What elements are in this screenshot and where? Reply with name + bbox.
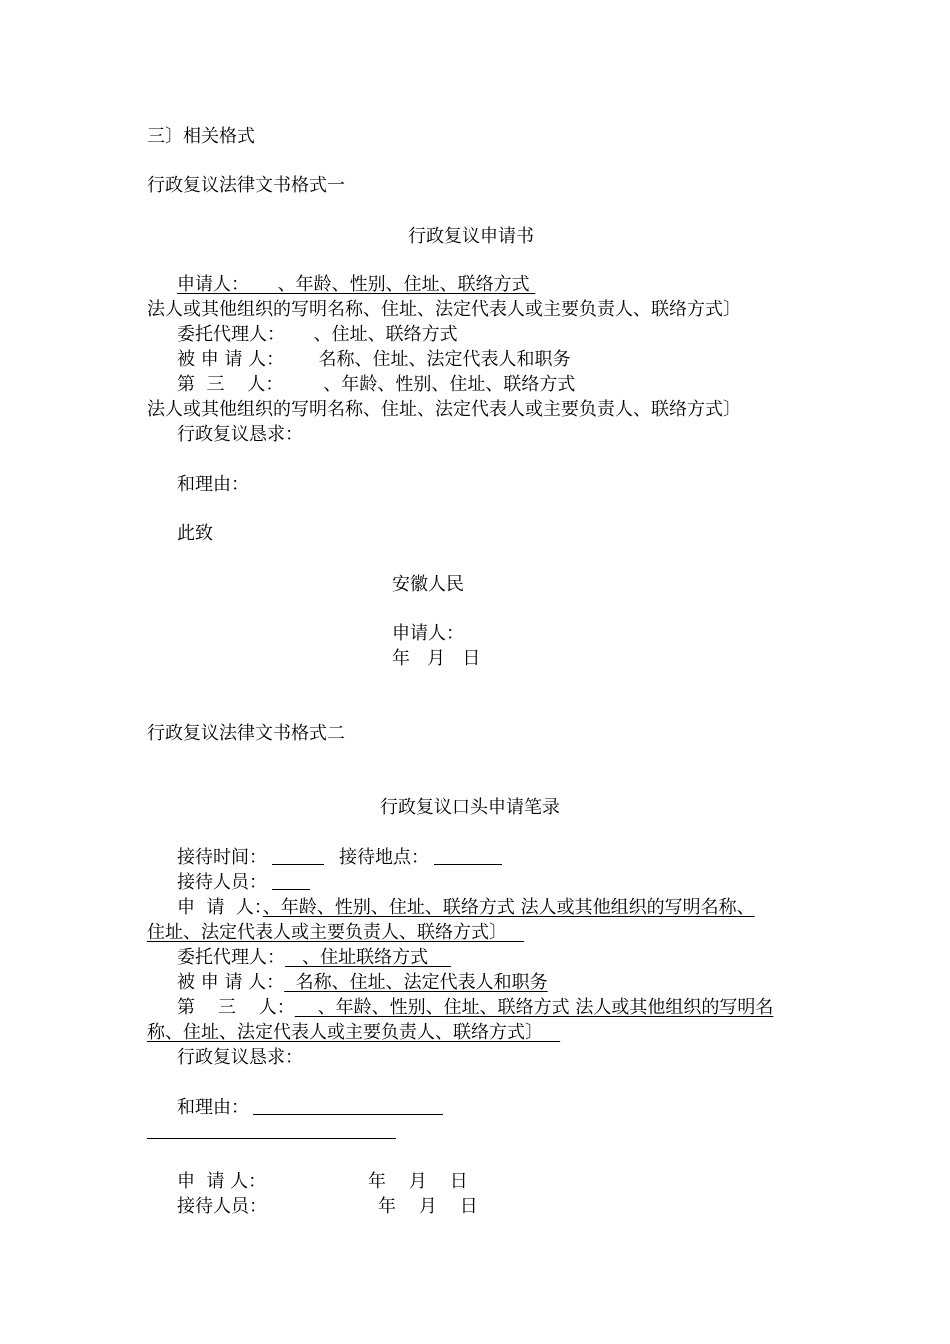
format1-reason: 和理由： bbox=[177, 474, 249, 495]
format2-title: 行政复议口头申请笔录 bbox=[380, 797, 560, 818]
reception-place-blank bbox=[434, 864, 502, 865]
format1-agent: 委托代理人： 、住址、联络方式 bbox=[177, 324, 458, 345]
format1-third-party: 第 三 人： 、年龄、性别、住址、联络方式 bbox=[177, 374, 576, 395]
format2-request: 行政复议恳求： bbox=[177, 1047, 303, 1068]
format2-third-text: 、年龄、性别、住址、联络方式 法人或其他组织的写明名 bbox=[294, 997, 774, 1018]
format2-third-label: 第 三 人： bbox=[177, 997, 295, 1018]
format2-respondent-label: 被 申 请 人： bbox=[177, 972, 285, 993]
format2-agent-row bbox=[177, 946, 451, 970]
format2-applicant-label: 申 请 人： bbox=[177, 897, 263, 918]
reason-blank-2 bbox=[147, 1138, 396, 1139]
format1-request: 行政复议恳求： bbox=[177, 424, 303, 445]
format1-applicant-line: 申请人： 、年龄、性别、住址、联络方式 bbox=[177, 274, 536, 295]
format2-applicant-text: 、年龄、性别、住址、联络方式 法人或其他组织的写明名称、 bbox=[262, 897, 755, 918]
format1-applicant-org: 法人或其他组织的写明名称、住址、法定代表人或主要负责人、联络方式〕 bbox=[147, 299, 741, 320]
format1-sign-date: 年 月 日 bbox=[392, 648, 481, 669]
format2-sign-applicant-date: 年 月 日 bbox=[368, 1171, 468, 1192]
reception-staff-blank bbox=[272, 889, 310, 890]
section-heading: 三〕相关格式 bbox=[147, 126, 255, 147]
format2-agent-text: 、住址联络方式 bbox=[285, 947, 452, 968]
format2-respondent-row bbox=[177, 971, 548, 995]
format1-respondent: 被 申 请 人： 名称、住址、法定代表人和职务 bbox=[177, 349, 571, 370]
reception-time-blank bbox=[272, 864, 324, 865]
format2-sign-applicant-label: 申 请 人： bbox=[177, 1171, 267, 1192]
format1-label: 行政复议法律文书格式一 bbox=[147, 175, 345, 196]
format2-respondent-text: 名称、住址、法定代表人和职务 bbox=[284, 972, 548, 993]
format2-applicant-cont: 住址、法定代表人或主要负责人、联络方式〕 bbox=[147, 922, 525, 943]
format2-label: 行政复议法律文书格式二 bbox=[147, 723, 345, 744]
format1-addressee: 安徽人民 bbox=[392, 574, 464, 595]
format1-title: 行政复议申请书 bbox=[408, 226, 534, 247]
reception-time-label: 接待时间： bbox=[177, 847, 267, 868]
reception-place-label: 接待地点： bbox=[339, 847, 429, 868]
format1-salutation: 此致 bbox=[177, 523, 213, 544]
format2-third-cont: 称、住址、法定代表人或主要负责人、联络方式〕 bbox=[147, 1022, 561, 1043]
reason-blank-1 bbox=[253, 1114, 443, 1115]
format2-third-row bbox=[177, 996, 773, 1020]
format1-sign-applicant: 申请人： bbox=[392, 623, 464, 644]
format1-third-party-org: 法人或其他组织的写明名称、住址、法定代表人或主要负责人、联络方式〕 bbox=[147, 399, 741, 420]
format2-applicant-row bbox=[177, 896, 755, 920]
format2-reason-label: 和理由： bbox=[177, 1097, 249, 1118]
format2-agent-label: 委托代理人： bbox=[177, 947, 285, 968]
format2-sign-staff-label: 接待人员： bbox=[177, 1196, 267, 1217]
reception-staff-label: 接待人员： bbox=[177, 872, 267, 893]
format2-sign-staff-date: 年 月 日 bbox=[378, 1196, 478, 1217]
